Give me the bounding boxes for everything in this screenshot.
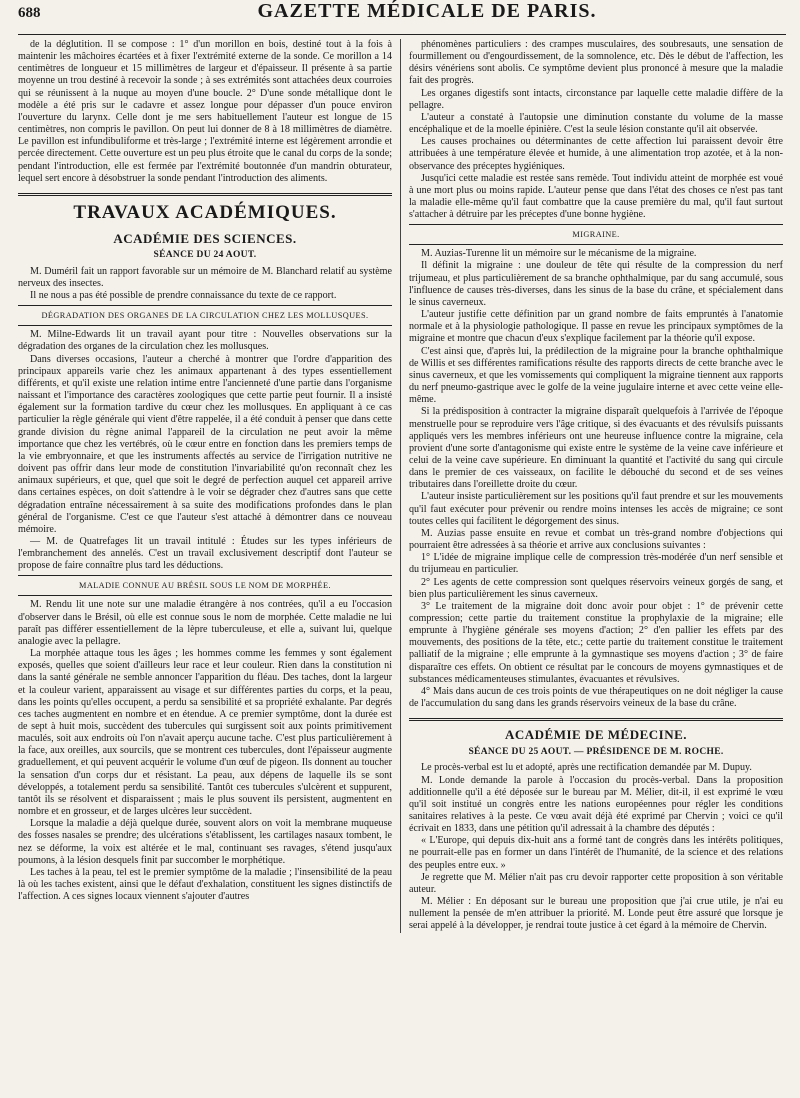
academie-sciences-title: ACADÉMIE DES SCIENCES. xyxy=(113,230,297,246)
right-column xyxy=(401,39,783,933)
paragraph: M. Londe demande la parole à l'occasion du procès-verbal. Dans la proposition additionnelle qu'il a été déposée sur le bureau par M. Mélier, dit-il, il est exprimé le vœu qu'il soit institué un congrès entre les nations européennes pour régler les conditions sanitaires relatives à la peste. Ce vœu avait déjà été exprimé par Chervin ; voici ce qu'il écrivait en 1833, dans une pétition qu'il adressait à la chambre des députés : xyxy=(409,774,783,835)
academie-medecine-title: ACADÉMIE DE MÉDECINE. xyxy=(504,727,688,743)
divider xyxy=(18,595,392,596)
paragraph: Lorsque la maladie a déjà quelque durée, souvent alors on voit la membrane muqueuse des fosses nasales se prendre; des ulcérations s'établissent, les cartilages nasaux tombent, le nez se déforme, la voix est altérée et le mal, continuant ses ravages, s'étend jusqu'aux poumons, à la lésion desquels finit par succomber le morphétique. xyxy=(18,818,392,866)
paragraph: Si la prédisposition à contracter la migraine disparaît quelquefois à l'arrivée de l'époque menstruelle pour se reproduire vers l'âge critique, si des évacuants et des révulsifs puissants appliqués vers les membres inférieurs ont une heureuse influence contre la migraine, cela provient d'une sorte d'antagonisme qui existe entre le système de la veine cave inférieure et celui de la veine cave supérieure. En diminuant la quantité et l'activité du sang qui circule dans le premier de ces vaisseaux, on facilite le débouché du second et de ses veines tributaires dans l'oreillette droite du cœur. xyxy=(409,406,783,491)
divider xyxy=(18,305,392,306)
double-divider xyxy=(18,193,392,196)
paragraph: La morphée attaque tous les âges ; les hommes comme les femmes y sont également exposés, quelles que soient d'ailleurs leur race et leur couleur. Rien dans la constitution ni dans la santé générale ne semble annoncer l'apparition du fléau. Des taches, dont la largeur et la couleur varient, apparaissent au visage et sur différentes parties du corps, et la peau, dans les points qu'elles occupent, a perdu sa sensibilité et sa propriété exhalante. Par degrés ces taches augmentent en nombre et en étendue. A ce premier symptôme, dont la durée est de sept à huit mois, succèdent des tubercules qui surgissent soit aux points primitivement maculés, soit aux endroits où l'on n'avait aperçu aucune tache. C'est plus particulièrement à la face, aux oreilles, aux sourcils, que se montrent ces tubercules, dont l'épaisseur augmente graduellement, et qui peuvent acquérir le volume d'un œuf de pigeon. Ils donnent au toucher la sensation d'un corps dur et résistant. La peau, aux dépens de laquelle ils se sont développés, a totalement perdu sa sensibilité. Tantôt ces tubercules s'ulcèrent et suppurent, tantôt ils se résolvent et disparaissent ; mais le plus souvent ils persistent, augmentent en nombre et en grosseur, et de larges ulcères leur succèdent. xyxy=(18,648,392,818)
divider xyxy=(18,325,392,326)
paragraph: « L'Europe, qui depuis dix-huit ans a formé tant de congrès dans les intérêts politiques, ne pourrait-elle pas en former un dans l'intérêt de l'humanité, de la science et des relations des peuples entre eux. » xyxy=(409,835,783,871)
migraine-title: MIGRAINE. xyxy=(572,230,620,240)
paragraph: Je regrette que M. Mélier n'ait pas cru devoir rapporter cette proposition à son véritable auteur. xyxy=(409,871,783,895)
paragraph: M. Auzias passe ensuite en revue et combat un très-grand nombre d'objections qui pourraient être adressées à sa théorie et arrive aux conclusions suivantes : xyxy=(409,527,783,552)
list-item: 4° Mais dans aucun de ces trois points de vue thérapeutiques on ne doit négliger la cause de l'accumulation du sang dans les grands réservoirs veineux de la base du crâne. xyxy=(409,685,783,710)
paragraph: — M. de Quatrefages lit un travail intitulé : Études sur les types inférieurs de l'embranchement des annelés. C'est un travail exclusivement descriptif dont l'auteur se propose de faire connaître plus tard les déductions. xyxy=(18,535,392,572)
two-column-body xyxy=(18,39,786,933)
maladie-title: MALADIE CONNUE AU BRÉSIL SOUS LE NOM DE MORPHÉE. xyxy=(79,581,331,591)
paragraph: L'auteur justifie cette définition par un grand nombre de faits empruntés à l'anatomie normale et à la physiologie pathologique. Il passe en revue les principaux symptômes de la migraine et montre que chacun d'eux s'explique facilement par la théorie qu'il expose. xyxy=(409,309,783,345)
paragraph: M. Mélier : En déposant sur le bureau une proposition que j'ai crue utile, je n'ai eu nullement la pensée de m'en attribuer la priorité. M. Londe peut être assuré que lorsque je serai appelé à la développer, je rendrai toute justice à cet égard à la mémoire de Chervin. xyxy=(409,896,783,932)
paragraph: Le procès-verbal est lu et adopté, après une rectification demandée par M. Dupuy. xyxy=(421,762,752,774)
section-title-travaux: TRAVAUX ACADÉMIQUES. xyxy=(73,201,337,223)
paragraph: Dans diverses occasions, l'auteur a cherché à montrer que l'ordre d'apparition des principaux appareils varie chez les animaux appartenant à des types essentiellement différents, et qu'il existe une relation intime entre l'ancienneté d'une partie dans l'organisme naissant et l'importance des caractères zoologiques que cette partie peut fournir. Il a insisté également sur la formation tardive du cœur chez les mollusques. En appliquant à ce cas particulier la règle générale qui vient d'être rappelée, il a été conduit à penser que dans cette grande division du règne animal l'appareil de la circulation ne peut avoir la même importance que chez les vertébrés, où le cœur entre en fonction dans les premiers temps de la vie embryonnaire, et que les instruments affectés au service de l'irrigation nutritive ne doivent pas offrir dans leur mode de constitution l'invariabilité qu'on reconnaît chez les animaux supérieurs, et que, quel que soit le degré de perfection auquel cet appareil arrive dans certaines espèces, on doit s'attendre à le voir se dégrader chez d'autres sans que cette dégradation entraîne nécessairement à sa suite des modifications profondes dans le plan général de l'organisme. C'est ce que l'auteur s'est attaché à démontrer dans ce nouveau mémoire. xyxy=(18,353,392,535)
paragraph: de la déglutition. Il se compose : 1° d'un morillon en bois, destiné tout à la fois à maintenir les mâchoires écartées et à fixer l'extrémité externe de la sonde. Ce morillon a 14 centimètres de longueur et 15 millimètres de largeur et d'épaisseur. Il présente à sa partie moyenne un trou destiné à recevoir la sonde ; à ses extrémités sont attachées deux courroies qui se réunissent à la nuque au moyen d'une boucle. 2° D'une sonde métallique dont le modèle a été pris sur le cadavre et assez longue pour dépasser d'un pouce environ l'ouverture du larynx. Celle dont je me sers habituellement l'auteur est longue de 15 centimètres, non compris le pavillon. On peut lui donner de 8 à 18 millimètres de diamètre. Le pavillon est infundibuliforme et très-large ; l'extrémité interne est légèrement arrondie et percée directement. Cette ouverture est un peu plus étroite que le canal du corps de la sonde; pendant l'introduction, elle est fermée par l'extrémité boutonnée d'un mandrin obturateur, lequel sert encore à désobstruer la sonde pendant l'introduction des aliments. xyxy=(18,39,392,184)
journal-title: GAZETTE MÉDICALE DE PARIS. xyxy=(257,0,597,22)
list-item: 1° L'idée de migraine implique celle de compression très-modérée d'un nerf sensible et du trijumeau en particulier. xyxy=(409,552,783,576)
page-number: 688 xyxy=(18,5,41,21)
paragraph: Les organes digestifs sont intacts, circonstance par laquelle cette maladie diffère de la pellagre. xyxy=(409,87,783,111)
divider xyxy=(409,224,783,225)
paragraph: Les taches à la peau, tel est le premier symptôme de la maladie ; l'insensibilité de la peau là où les taches existent, ainsi que le défaut d'exhalation, constituent les signes distinctifs de l'affection. A ces signes locaux viennent s'ajouter d'autres xyxy=(18,866,392,903)
list-item: 2° Les agents de cette compression sont quelques réservoirs veineux gorgés de sang, et bien plus particulièrement les sinus caverneux. xyxy=(409,576,783,600)
paragraph: M. Milne-Edwards lit un travail ayant pour titre : Nouvelles observations sur la dégradation des organes de la circulation chez les mollusques. xyxy=(18,329,392,353)
left-column xyxy=(18,39,401,933)
paragraph: Jusqu'ici cette maladie est restée sans remède. Tout individu atteint de morphée est voué à une mort plus ou moins rapide. L'auteur pense que dans l'état des choses ce n'est pas tant la maladie elle-même qu'il faut combattre que la cause première du mal, qu'il faut surtout s'attacher à détruire par les préceptes d'une bonne hygiène. xyxy=(409,172,783,221)
paragraph: Les causes prochaines ou déterminantes de cette affection lui paraissent devoir être attribuées à une température élevée et humide, à une alimentation trop azotée, et à la non-observance des préceptes hygiéniques. xyxy=(409,136,783,172)
paragraph: M. Auzias-Turenne lit un mémoire sur le mécanisme de la migraine. xyxy=(421,248,697,260)
paragraph: L'auteur insiste particulièrement sur les positions qu'il faut prendre et sur les mouvements qu'il faut exécuter pour prévenir ou rendre moins intenses les accès de migraine; ce sont toutes celles qui facilitent le dégorgement des sinus. xyxy=(409,491,783,527)
conclusions-list xyxy=(409,552,783,710)
paragraph: phénomènes particuliers : des crampes musculaires, des soubresauts, une sensation de fourmillement ou d'engourdissement, de la somnolence, etc. Dès le début de l'affection, les désirs vénériens sont abolis. Ce symptôme devient plus prononcé à mesure que la maladie fait des progrès. xyxy=(409,39,783,87)
seance-title: SÉANCE DU 24 AOUT. xyxy=(153,250,257,261)
paragraph: M. Duméril fait un rapport favorable sur un mémoire de M. Blanchard relatif au système nerveux des insectes. xyxy=(18,265,392,290)
paragraph: Il ne nous a pas été possible de prendre connaissance du texte de ce rapport. xyxy=(30,290,337,302)
paragraph: C'est ainsi que, d'après lui, la prédilection de la migraine pour la branche ophthalmique de Willis et ses différentes ramifications résulte des rapports directs de cette branche avec le sinus caverneux, et que les vomissements qui compliquent la migraine tiennent aux rapports du nerf pneumo-gastrique avec le golfe de la veine jugulaire interne et avec cette veine elle-même. xyxy=(409,345,783,406)
divider xyxy=(18,575,392,576)
degradation-title: DÉGRADATION DES ORGANES DE LA CIRCULATION CHEZ LES MOLLUSQUES. xyxy=(41,311,369,321)
paragraph: Il définit la migraine : une douleur de tête qui résulte de la compression du nerf trijumeau, et plus particulièrement de sa branche ophthalmique, par du sang accumulé, sous l'influence de causes très-diverses, dans les sinus de la base du crâne, et spécialement dans le sinus caverneux. xyxy=(409,260,783,308)
double-divider xyxy=(409,718,783,721)
seance-med-title: SÉANCE DU 25 AOUT. — PRÉSIDENCE DE M. ROCHE. xyxy=(468,746,724,757)
page-header xyxy=(18,0,786,35)
paragraph: M. Rendu lit une note sur une maladie étrangère à nos contrées, qu'il a eu l'occasion d'observer dans le Brésil, où elle est connue sous le nom de morphée. Cette maladie ne lui paraît pas différer essentiellement de la lèpre tuberculeuse, et elle a, suivant lui, quelque analogie avec la pellagre. xyxy=(18,599,392,647)
paragraph: L'auteur a constaté à l'autopsie une diminution constante du volume de la masse encéphalique et de la moelle épinière. C'est la seule lésion constante qu'il ait observée. xyxy=(409,111,783,136)
divider xyxy=(409,244,783,245)
list-item: 3° Le traitement de la migraine doit donc avoir pour objet : 1° de prévenir cette compression; cette partie du traitement constitue la prophylaxie de la migraine; elle emprunte à l'hygiène générale ses moyens d'action; 2° d'en pallier les effets par des mouvements, des positions de la tête, etc.; cette partie du traitement constitue le traitement palliatif de la migraine ; elle emprunte à la gymnastique ses moyens d'action ; 3° de faire disparaître ces effets. On obtient ce résultat par le concours de moyens gymnastiques et de substances médicamenteuses stimulantes, évacuantes et révulsives. xyxy=(409,600,783,685)
